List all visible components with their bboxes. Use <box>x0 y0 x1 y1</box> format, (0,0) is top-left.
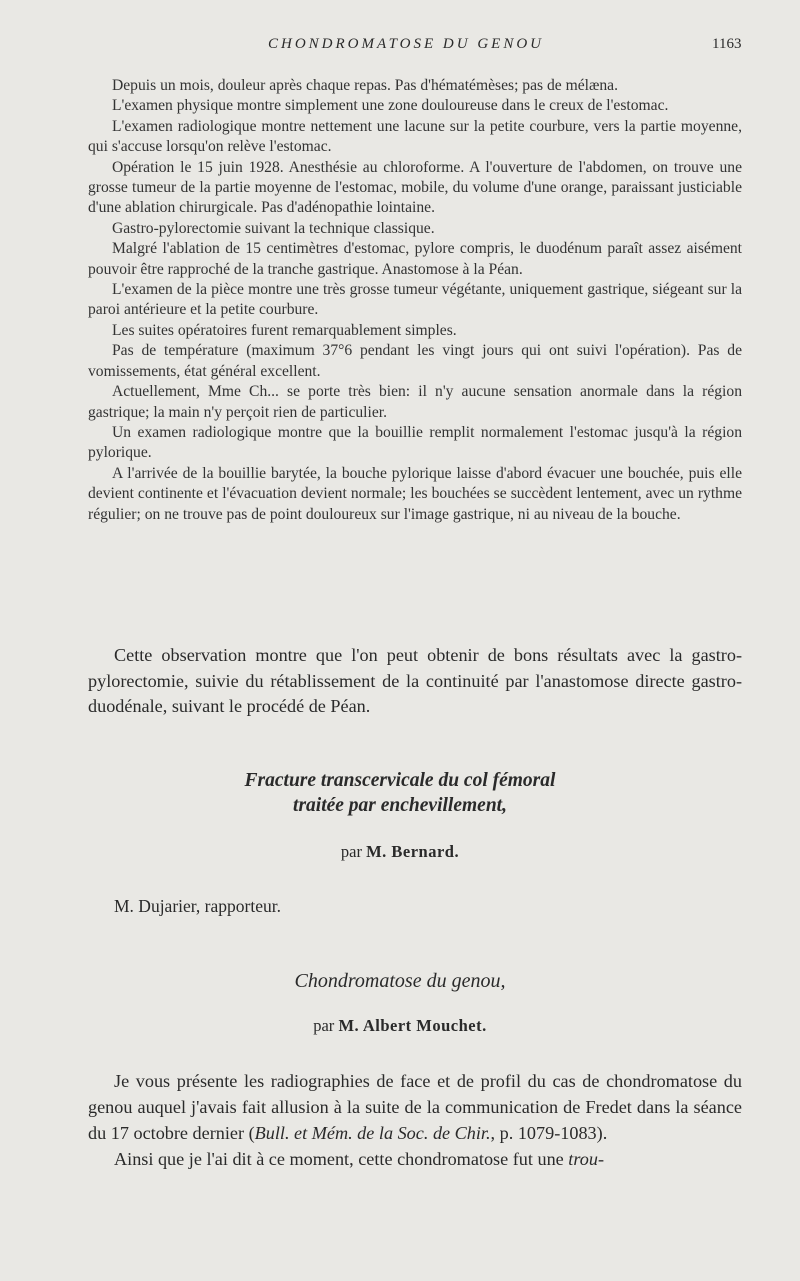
body-paragraph <box>88 1146 742 1172</box>
author-name: M. Bernard. <box>366 842 460 861</box>
case-paragraph: Les suites opératoires furent remarquablement simples. <box>112 321 457 339</box>
case-paragraph: L'examen physique montre simplement une zone douloureuse dans le creux de l'estomac. <box>112 97 669 115</box>
case-report <box>88 76 742 525</box>
byline-par: par <box>313 1016 335 1035</box>
case-paragraph: Gastro-pylorectomie suivant la technique classique. <box>112 219 435 237</box>
running-title: CHONDROMATOSE DU GENOU <box>268 36 544 52</box>
rapporteur-line: M. Dujarier, rapporteur. <box>114 896 281 916</box>
bibliographic-reference: Bull. et Mém. de la Soc. de Chir. <box>254 1123 491 1143</box>
article-title-chondromatose: Chondromatose du genou, <box>294 970 506 992</box>
body-text: , p. 1079-1083). <box>490 1123 608 1143</box>
case-paragraph: L'examen de la pièce montre une très grosse tumeur végétante, uniquement gastrique, siégeant sur la paroi antérieure et la petite courbure. <box>88 281 742 319</box>
case-paragraph: Depuis un mois, douleur après chaque repas. Pas d'hématémèses; pas de mélæna. <box>112 77 619 94</box>
case-paragraph: Actuellement, Mme Ch... se porte très bien: il n'y aucune sensation anormale dans la région gastrique; la main n'y perçoit rien de particulier. <box>88 383 742 421</box>
body-text: Ainsi que je l'ai dit à ce moment, cette chondromatose fut une <box>114 1149 569 1169</box>
body-paragraph <box>88 1068 742 1146</box>
article-title-fracture <box>0 768 800 818</box>
byline-par: par <box>340 842 362 861</box>
byline-mouchet <box>0 1016 800 1036</box>
case-paragraph: L'examen radiologique montre nettement une lacune sur la petite courbure, vers la partie moyenne, qui s'accuse lorsqu'on relève l'estomac. <box>88 117 742 156</box>
case-paragraph: Un examen radiologique montre que la bouillie remplit normalement l'estomac jusqu'à la région pylorique. <box>88 423 742 462</box>
conclusion-text: Cette observation montre que l'on peut obtenir de bons résultats avec la gastro-pylorectomie, suivie du rétablissement de la continuité par l'anastomose directe gastro-duodénale, suivant le procédé de Péan. <box>88 645 742 716</box>
mouchet-body <box>88 1068 742 1172</box>
case-paragraph: A l'arrivée de la bouillie barytée, la bouche pylorique laisse d'abord évacuer une bouchée, puis elle devient continente et l'évacuation devient normale; les bouchées se succèdent lentement, avec un rythme régulier; on ne trouve pas de point douloureux sur l'image gastrique, ni au niveau de la bouche. <box>88 464 742 523</box>
article-title-line: Fracture transcervicale du col fémoral <box>244 770 556 791</box>
body-text-italic: trou- <box>568 1149 604 1169</box>
article-title-line: traitée par enchevillement, <box>293 795 507 816</box>
running-header <box>0 36 800 56</box>
case-paragraph: Malgré l'ablation de 15 centimètres d'estomac, pylore compris, le duodénum paraît assez aisément pouvoir être rapproché de la tranche gastrique. Anastomose à la Péan. <box>88 240 742 278</box>
byline-bernard <box>0 842 800 862</box>
page-number: 1163 <box>712 36 742 52</box>
conclusion <box>88 643 742 720</box>
case-paragraph: Pas de température (maximum 37°6 pendant les vingt jours qui ont suivi l'opération). Pas de vomissements, état général excellent. <box>88 342 742 380</box>
body-text: Je vous présente les radiographies de face et de profil du cas de chondromatose du genou auquel j'avais fait allusion à la suite de la communication de Fredet dans la séance du 17 octobre dernier ( <box>88 1071 742 1143</box>
author-name: M. Albert Mouchet. <box>338 1016 487 1035</box>
case-paragraph: Opération le 15 juin 1928. Anesthésie au chloroforme. A l'ouverture de l'abdomen, on trouve une grosse tumeur de la partie moyenne de l'estomac, mobile, du volume d'une orange, paraissant justiciable d'une ablation chirurgicale. Pas d'adénopathie lointaine. <box>88 158 742 217</box>
